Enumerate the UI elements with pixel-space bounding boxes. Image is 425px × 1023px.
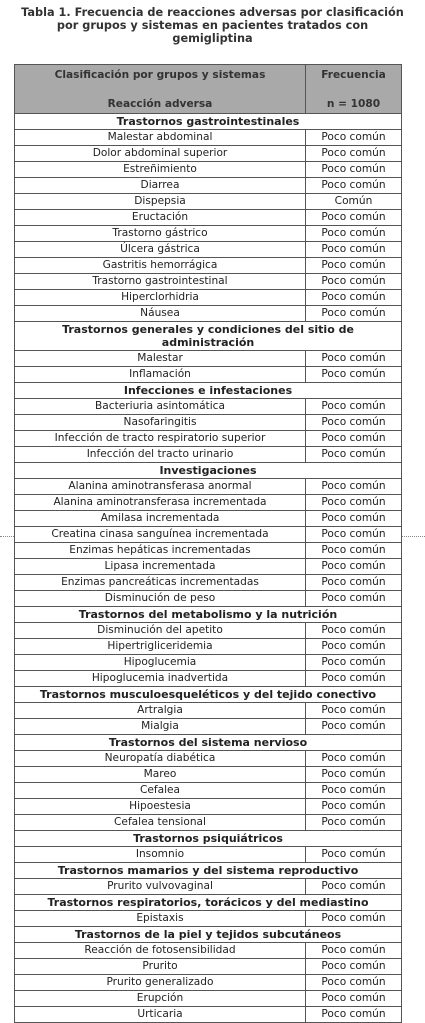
reaction-cell: Prurito generalizado xyxy=(15,975,306,991)
reaction-cell: Cefalea tensional xyxy=(15,815,306,831)
frequency-cell: Poco común xyxy=(306,399,402,415)
table-row xyxy=(15,258,402,274)
reaction-cell: Prurito vulvovaginal xyxy=(15,879,306,895)
group-heading: Trastornos del sistema nervioso xyxy=(15,735,402,751)
table-row xyxy=(15,527,402,543)
frequency-cell: Poco común xyxy=(306,242,402,258)
reaction-cell: Epistaxis xyxy=(15,911,306,927)
table-row xyxy=(15,623,402,639)
frequency-cell: Poco común xyxy=(306,543,402,559)
reaction-cell: Prurito xyxy=(15,959,306,975)
frequency-cell: Poco común xyxy=(306,575,402,591)
group-row xyxy=(15,863,402,879)
group-row xyxy=(15,687,402,703)
group-heading: Trastornos mamarios y del sistema reproductivo xyxy=(15,863,402,879)
table-row xyxy=(15,815,402,831)
reaction-cell: Bacteriuria asintomática xyxy=(15,399,306,415)
table-body xyxy=(15,114,402,1023)
reaction-cell: Infección del tracto urinario xyxy=(15,447,306,463)
frequency-cell: Poco común xyxy=(306,783,402,799)
table-row xyxy=(15,1007,402,1023)
reaction-cell: Hipoglucemia inadvertida xyxy=(15,671,306,687)
header-sample-size: n = 1080 xyxy=(326,98,381,110)
table-row xyxy=(15,911,402,927)
table-row xyxy=(15,210,402,226)
table-row xyxy=(15,799,402,815)
frequency-cell: Poco común xyxy=(306,527,402,543)
table-row xyxy=(15,130,402,146)
reaction-cell: Inflamación xyxy=(15,367,306,383)
table-row xyxy=(15,351,402,367)
frequency-cell: Poco común xyxy=(306,351,402,367)
reaction-cell: Mareo xyxy=(15,767,306,783)
table-caption xyxy=(0,6,425,45)
group-heading: Trastornos gastrointestinales xyxy=(15,114,402,130)
table-row xyxy=(15,495,402,511)
table-row xyxy=(15,639,402,655)
reaction-cell: Malestar xyxy=(15,351,306,367)
table-row xyxy=(15,591,402,607)
table-row xyxy=(15,274,402,290)
group-row xyxy=(15,322,402,351)
reaction-cell: Estreñimiento xyxy=(15,162,306,178)
table-row xyxy=(15,991,402,1007)
table-header-row xyxy=(15,65,402,114)
reaction-cell: Enzimas pancreáticas incrementadas xyxy=(15,575,306,591)
reaction-cell: Insomnio xyxy=(15,847,306,863)
header-frequency xyxy=(306,65,402,114)
reaction-cell: Hipoglucemia xyxy=(15,655,306,671)
table-row xyxy=(15,194,402,210)
frequency-cell: Poco común xyxy=(306,943,402,959)
frequency-cell: Poco común xyxy=(306,559,402,575)
reaction-cell: Nasofaringitis xyxy=(15,415,306,431)
reaction-cell: Disminución del apetito xyxy=(15,623,306,639)
frequency-cell: Poco común xyxy=(306,367,402,383)
reaction-cell: Mialgia xyxy=(15,719,306,735)
reaction-cell: Gastritis hemorrágica xyxy=(15,258,306,274)
reaction-cell: Dispepsia xyxy=(15,194,306,210)
frequency-cell: Poco común xyxy=(306,991,402,1007)
group-heading: Investigaciones xyxy=(15,463,402,479)
frequency-cell: Poco común xyxy=(306,751,402,767)
table-row xyxy=(15,447,402,463)
table-row xyxy=(15,975,402,991)
frequency-cell: Poco común xyxy=(306,511,402,527)
frequency-cell: Poco común xyxy=(306,226,402,242)
frequency-cell: Poco común xyxy=(306,210,402,226)
table-row xyxy=(15,146,402,162)
table-row xyxy=(15,290,402,306)
table-row xyxy=(15,959,402,975)
header-classification xyxy=(15,65,306,114)
table-row xyxy=(15,559,402,575)
group-row xyxy=(15,735,402,751)
frequency-cell: Poco común xyxy=(306,815,402,831)
table-row xyxy=(15,162,402,178)
reaction-cell: Dolor abdominal superior xyxy=(15,146,306,162)
table-row xyxy=(15,543,402,559)
frequency-cell: Poco común xyxy=(306,290,402,306)
caption-line-2: por grupos y sistemas en pacientes tratados con xyxy=(56,19,369,32)
table-row xyxy=(15,783,402,799)
table-row xyxy=(15,226,402,242)
header-classification-title: Clasificación por grupos y sistemas xyxy=(54,69,266,81)
reaction-cell: Trastorno gastrointestinal xyxy=(15,274,306,290)
frequency-cell: Poco común xyxy=(306,591,402,607)
reaction-cell: Eructación xyxy=(15,210,306,226)
frequency-cell: Poco común xyxy=(306,767,402,783)
reaction-cell: Diarrea xyxy=(15,178,306,194)
reaction-cell: Disminución de peso xyxy=(15,591,306,607)
table-row xyxy=(15,847,402,863)
table-row xyxy=(15,399,402,415)
reaction-cell: Alanina aminotransferasa incrementada xyxy=(15,495,306,511)
frequency-cell: Poco común xyxy=(306,431,402,447)
frequency-cell: Poco común xyxy=(306,975,402,991)
group-row xyxy=(15,927,402,943)
frequency-cell: Poco común xyxy=(306,146,402,162)
reaction-cell: Artralgia xyxy=(15,703,306,719)
reaction-cell: Alanina aminotransferasa anormal xyxy=(15,479,306,495)
group-row xyxy=(15,114,402,130)
reaction-cell: Hipoestesia xyxy=(15,799,306,815)
table-row xyxy=(15,671,402,687)
frequency-cell: Poco común xyxy=(306,959,402,975)
table-row xyxy=(15,479,402,495)
table-row xyxy=(15,178,402,194)
frequency-cell: Poco común xyxy=(306,719,402,735)
reaction-cell: Reacción de fotosensibilidad xyxy=(15,943,306,959)
frequency-cell: Poco común xyxy=(306,655,402,671)
frequency-cell: Poco común xyxy=(306,1007,402,1023)
table-row xyxy=(15,367,402,383)
group-row xyxy=(15,607,402,623)
group-row xyxy=(15,383,402,399)
header-reaction-title: Reacción adversa xyxy=(107,98,213,110)
group-heading: Trastornos musculoesqueléticos y del tejido conectivo xyxy=(15,687,402,703)
frequency-cell: Poco común xyxy=(306,623,402,639)
table-row xyxy=(15,306,402,322)
frequency-cell: Poco común xyxy=(306,703,402,719)
table-row xyxy=(15,415,402,431)
table-row xyxy=(15,879,402,895)
table-row xyxy=(15,751,402,767)
frequency-cell: Poco común xyxy=(306,162,402,178)
group-heading: Trastornos de la piel y tejidos subcutáneos xyxy=(15,927,402,943)
reaction-cell: Trastorno gástrico xyxy=(15,226,306,242)
table-row xyxy=(15,431,402,447)
frequency-cell: Poco común xyxy=(306,274,402,290)
dotted-divider-right xyxy=(402,536,425,537)
frequency-cell: Poco común xyxy=(306,671,402,687)
group-row xyxy=(15,895,402,911)
frequency-cell: Poco común xyxy=(306,178,402,194)
reaction-cell: Malestar abdominal xyxy=(15,130,306,146)
table-row xyxy=(15,943,402,959)
table-row xyxy=(15,655,402,671)
group-row xyxy=(15,831,402,847)
reaction-cell: Creatina cinasa sanguínea incrementada xyxy=(15,527,306,543)
reaction-cell: Amilasa incrementada xyxy=(15,511,306,527)
group-heading: Trastornos psiquiátricos xyxy=(15,831,402,847)
dotted-divider-left xyxy=(0,536,14,537)
group-heading: Trastornos generales y condiciones del sitio de administración xyxy=(15,322,402,351)
table-row xyxy=(15,767,402,783)
frequency-cell: Poco común xyxy=(306,306,402,322)
reaction-cell: Erupción xyxy=(15,991,306,1007)
group-heading: Trastornos respiratorios, torácicos y del mediastino xyxy=(15,895,402,911)
table-row xyxy=(15,703,402,719)
table-row xyxy=(15,719,402,735)
frequency-cell: Poco común xyxy=(306,911,402,927)
group-heading: Trastornos del metabolismo y la nutrición xyxy=(15,607,402,623)
group-heading: Infecciones e infestaciones xyxy=(15,383,402,399)
frequency-cell: Poco común xyxy=(306,847,402,863)
reaction-cell: Infección de tracto respiratorio superior xyxy=(15,431,306,447)
reaction-cell: Lipasa incrementada xyxy=(15,559,306,575)
frequency-cell: Poco común xyxy=(306,639,402,655)
reaction-cell: Hipertrigliceridemia xyxy=(15,639,306,655)
adverse-reactions-table xyxy=(14,64,402,1023)
frequency-cell: Poco común xyxy=(306,258,402,274)
reaction-cell: Cefalea xyxy=(15,783,306,799)
frequency-cell: Poco común xyxy=(306,799,402,815)
caption-line-3: gemigliptina xyxy=(172,32,253,45)
reaction-cell: Úlcera gástrica xyxy=(15,242,306,258)
frequency-cell: Poco común xyxy=(306,447,402,463)
frequency-cell: Poco común xyxy=(306,495,402,511)
header-frequency-title: Frecuencia xyxy=(321,69,386,81)
frequency-cell: Poco común xyxy=(306,130,402,146)
reaction-cell: Hiperclorhidria xyxy=(15,290,306,306)
frequency-cell: Poco común xyxy=(306,879,402,895)
table-row xyxy=(15,511,402,527)
reaction-cell: Urticaria xyxy=(15,1007,306,1023)
frequency-cell: Poco común xyxy=(306,415,402,431)
reaction-cell: Enzimas hepáticas incrementadas xyxy=(15,543,306,559)
table-row xyxy=(15,575,402,591)
reaction-cell: Náusea xyxy=(15,306,306,322)
group-row xyxy=(15,463,402,479)
frequency-cell: Poco común xyxy=(306,479,402,495)
frequency-cell: Común xyxy=(306,194,402,210)
table-row xyxy=(15,242,402,258)
caption-line-1: Tabla 1. Frecuencia de reacciones adversas por clasificación xyxy=(21,6,404,19)
reaction-cell: Neuropatía diabética xyxy=(15,751,306,767)
